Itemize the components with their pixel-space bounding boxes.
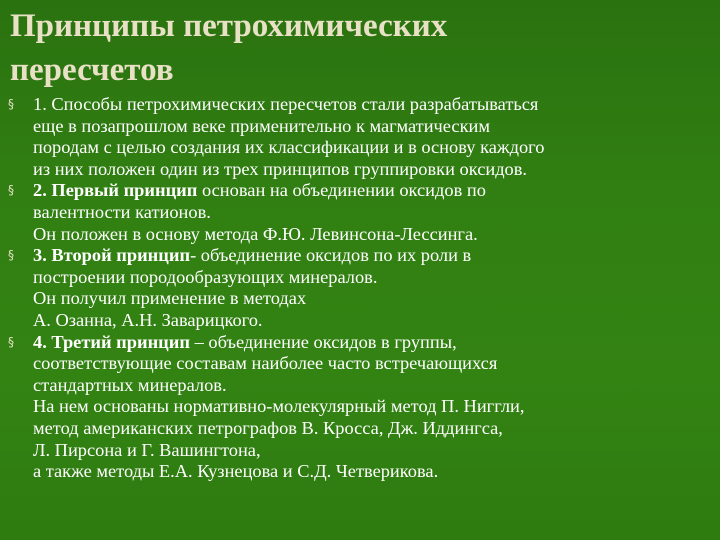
item3-line-4: А. Озанна, А.Н. Заварицкого. bbox=[33, 309, 263, 330]
slide-title bbox=[10, 4, 610, 92]
bullet-icon: § bbox=[8, 334, 14, 349]
bullet-list bbox=[8, 94, 714, 483]
item4-line-5: метод американских петрографов В. Кросса, Дж. Иддингса, bbox=[33, 417, 503, 438]
list-item-1 bbox=[8, 94, 714, 180]
item4-line-3: стандартных минералов. bbox=[33, 374, 227, 395]
bullet-icon: § bbox=[8, 97, 14, 111]
list-item-2 bbox=[8, 180, 714, 245]
title-line-2: пересчетов bbox=[10, 52, 174, 88]
item4-line-6: Л. Пирсона и Г. Вашингтона, bbox=[33, 439, 261, 460]
item3-line-1-text: - объединение оксидов по их роли в bbox=[190, 245, 472, 266]
item1-line-2: еще в позапрошлом веке применительно к магматическим bbox=[33, 115, 491, 136]
item1-line-3: породам с целью создания их классификации и в основу каждого bbox=[33, 137, 545, 158]
third-principle-label: 4. Третий принцип bbox=[33, 331, 190, 352]
item4-line-1-text: – объединение оксидов в группы, bbox=[189, 331, 457, 352]
item3-line-2: построении породообразующих минералов. bbox=[33, 266, 378, 287]
item2-line-1 bbox=[33, 180, 714, 202]
item1-line-1: 1. Способы петрохимических пересчетов стали разрабатываться bbox=[33, 94, 539, 114]
item2-line-1-text: основан на объединении оксидов по bbox=[197, 180, 486, 201]
bullet-icon: § bbox=[8, 183, 14, 198]
list-item-4 bbox=[8, 332, 714, 483]
item4-line-1 bbox=[33, 332, 714, 354]
title-line-1: Принципы петрохимических bbox=[10, 8, 448, 44]
list-item-3 bbox=[8, 245, 714, 331]
item4-line-2: соответствующие составам наиболее часто встречающихся bbox=[33, 353, 498, 374]
item2-line-2: валентности катионов. bbox=[33, 201, 211, 222]
item3-line-1 bbox=[33, 245, 714, 267]
first-principle-label: 2. Первый принцип bbox=[33, 180, 198, 201]
bullet-icon: § bbox=[8, 248, 14, 263]
item1-line-4: из них положен один из трех принципов группировки оксидов. bbox=[33, 158, 528, 179]
item2-line-3: Он положен в основу метода Ф.Ю. Левинсона-Лессинга. bbox=[33, 223, 478, 244]
second-principle-label: 3. Второй принцип bbox=[33, 245, 191, 266]
item4-line-4: На нем основаны нормативно-молекулярный метод П. Ниггли, bbox=[33, 396, 525, 417]
item3-line-3: Он получил применение в методах bbox=[33, 288, 307, 309]
item4-line-7: а также методы Е.А. Кузнецова и С.Д. Четверикова. bbox=[33, 461, 439, 482]
